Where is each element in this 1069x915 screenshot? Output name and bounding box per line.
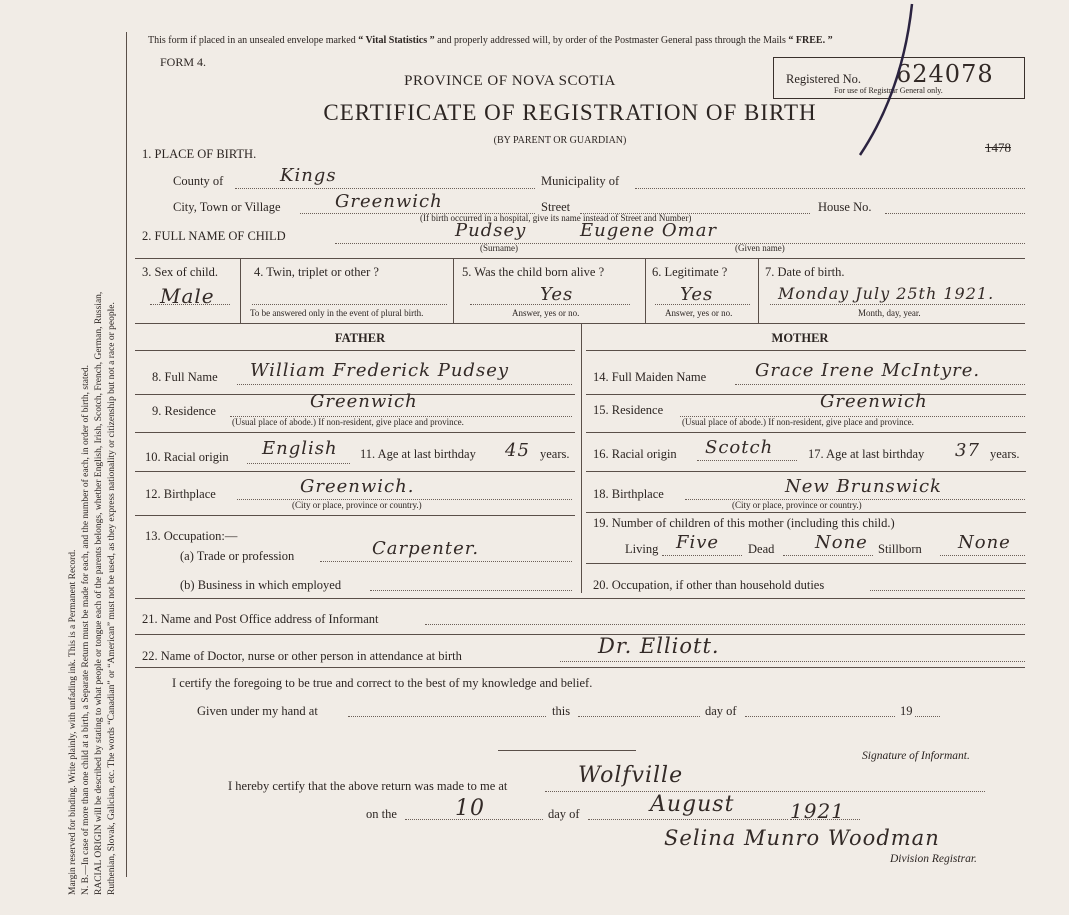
father-rule-2 (135, 432, 575, 433)
mother-residence-label: 15. Residence (593, 403, 664, 417)
informant-signature-rule (498, 750, 636, 751)
informant-signature-label: Signature of Informant. (862, 750, 970, 762)
notice-rest: and properly addressed will, by order of the Postmaster General pass through the Mails (437, 35, 786, 46)
twin-label: 4. Twin, triplet or other ? (254, 265, 379, 279)
mother-name-line (735, 384, 1025, 385)
mother-name-label: 14. Full Maiden Name (593, 370, 707, 384)
year-prefix-label: 19 (900, 704, 913, 718)
born-alive-value: Yes (540, 284, 574, 305)
form-number: FORM 4. (160, 55, 207, 69)
mother-rule-3 (586, 471, 1026, 472)
living-line (662, 555, 742, 556)
dead-line (783, 555, 873, 556)
house-no-label: House No. (818, 200, 872, 214)
father-occupation-label: 13. Occupation:— (145, 529, 238, 543)
father-name-value: William Frederick Pudsey (250, 360, 510, 381)
twin-note: To be answered only in the event of plural birth. (250, 308, 424, 318)
mother-rule-4 (586, 512, 1026, 513)
stillborn-line (940, 555, 1025, 556)
mother-children-label: 19. Number of children of this mother (including this child.) (593, 516, 895, 530)
father-residence-value: Greenwich (310, 391, 418, 412)
col-divider-2 (453, 258, 454, 323)
mother-birthplace-note: (City or place, province or country.) (732, 500, 862, 510)
certify-statement: I certify the foregoing to be true and correct to the best of my knowledge and belief. (172, 676, 593, 690)
place-of-birth-label: 1. PLACE OF BIRTH. (142, 147, 257, 161)
mother-heading-rule (586, 350, 1026, 351)
row-divider-informant (135, 634, 1025, 635)
day-of-line (745, 716, 895, 717)
child-given-name: Eugene Omar (580, 220, 718, 241)
living-label: Living (625, 542, 659, 556)
sex-line (150, 304, 230, 305)
legitimate-line (655, 304, 750, 305)
date-of-birth-line (770, 304, 1025, 305)
father-age-value: 45 (505, 440, 530, 461)
mother-racial-line (697, 460, 797, 461)
child-name-line (335, 243, 1025, 244)
mother-rule-5 (586, 563, 1026, 564)
margin-note-binding: Margin reserved for binding. Write plainly, with unfading ink. This is a Permanent Record. (68, 549, 78, 895)
on-the-label: on the (366, 807, 397, 821)
father-trade-value: Carpenter. (372, 538, 480, 559)
doctor-value: Dr. Elliott. (598, 634, 720, 658)
row-divider-parents (135, 323, 1025, 324)
father-business-line (370, 590, 572, 591)
given-under-label: Given under my hand at (197, 704, 318, 718)
given-place-line (348, 716, 546, 717)
legitimate-value: Yes (680, 284, 714, 305)
col-divider-4 (758, 258, 759, 323)
stillborn-value: None (958, 532, 1011, 553)
born-alive-label: 5. Was the child born alive ? (462, 265, 605, 279)
struck-number: 1478 (985, 140, 1011, 155)
father-name-line (237, 384, 572, 385)
father-trade-label: (a) Trade or profession (180, 549, 295, 563)
mother-occupation-label: 20. Occupation, if other than household duties (593, 578, 825, 592)
county-line (235, 188, 535, 189)
mother-age-value: 37 (955, 440, 980, 461)
city-value: Greenwich (335, 191, 443, 212)
pen-stroke-mark (840, 0, 920, 160)
county-value: Kings (280, 165, 337, 186)
registered-label: Registered No. (786, 72, 861, 86)
registrar-signature: Selina Munro Woodman (664, 826, 940, 850)
child-surname: Pudsey (455, 220, 527, 241)
born-alive-line (470, 304, 630, 305)
return-place-value: Wolfville (578, 763, 684, 788)
street-label: Street (541, 200, 571, 214)
return-day-value: 10 (455, 796, 485, 821)
father-residence-note: (Usual place of abode.) If non-resident, give place and province. (232, 417, 464, 427)
this-day-line (578, 716, 700, 717)
mother-residence-value: Greenwich (820, 391, 928, 412)
dead-label: Dead (748, 542, 775, 556)
registrar-title: Division Registrar. (890, 853, 977, 865)
mother-rule-2 (586, 432, 1026, 433)
certificate-title: CERTIFICATE OF REGISTRATION OF BIRTH (323, 100, 817, 125)
col-divider-1 (240, 258, 241, 323)
return-year-line (790, 819, 860, 820)
return-label: I hereby certify that the above return was made to me at (228, 779, 508, 793)
county-label: County of (173, 174, 224, 188)
mother-racial-value: Scotch (705, 437, 774, 458)
born-alive-note: Answer, yes or no. (512, 308, 580, 318)
father-years-label: years. (540, 447, 570, 461)
sex-label: 3. Sex of child. (142, 265, 219, 279)
registered-number: 624078 (896, 60, 994, 88)
year-line (915, 716, 940, 717)
return-year-value: 1921 (790, 799, 845, 823)
mother-racial-label: 16. Racial origin (593, 447, 677, 461)
city-label: City, Town or Village (173, 200, 281, 214)
mother-birthplace-value: New Brunswick (785, 476, 942, 497)
col-divider-3 (645, 258, 646, 323)
margin-note-racial-origin: RACIAL ORIGIN will be described by stating to what people or tongue each of the parents belongs, whether English, Irish, Scotch, French, German, Russian, (94, 291, 104, 895)
father-trade-line (320, 561, 572, 562)
twin-line (252, 304, 447, 305)
mother-years-label: years. (990, 447, 1020, 461)
return-month-value: August (650, 792, 735, 817)
notice-vital: “ Vital Statistics ” (358, 35, 435, 46)
parents-divider (581, 323, 582, 593)
surname-note: (Surname) (480, 243, 518, 253)
legitimate-label: 6. Legitimate ? (652, 265, 728, 279)
informant-label: 21. Name and Post Office address of Informant (142, 612, 379, 626)
municipality-label: Municipality of (541, 174, 620, 188)
hospital-note: (If birth occurred in a hospital, give its name instead of Street and Number) (420, 213, 692, 223)
child-name-label: 2. FULL NAME OF CHILD (142, 229, 286, 243)
date-of-birth-value: Monday July 25th 1921. (778, 284, 995, 303)
margin-note-multiple-births: N. B.—In case of more than one child at a birth, a Separate Return must be made for each, and the number of each, in order of birth, stated. (81, 365, 91, 895)
province-title: PROVINCE OF NOVA SCOTIA (404, 73, 616, 89)
mother-occupation-line (870, 590, 1025, 591)
mail-notice (148, 35, 833, 46)
return-day-of-label: day of (548, 807, 580, 821)
father-racial-label: 10. Racial origin (145, 450, 229, 464)
father-birthplace-value: Greenwich. (300, 476, 415, 497)
sex-value: Male (160, 284, 215, 308)
father-racial-line (247, 463, 350, 464)
given-name-note: (Given name) (735, 243, 785, 253)
father-heading-rule (135, 350, 575, 351)
municipality-line (635, 188, 1025, 189)
doctor-label: 22. Name of Doctor, nurse or other person in attendance at birth (142, 649, 462, 663)
informant-line (425, 624, 1025, 625)
mother-name-value: Grace Irene McIntyre. (755, 360, 981, 381)
mother-birthplace-label: 18. Birthplace (593, 487, 664, 501)
notice-free: “ FREE. ” (788, 35, 833, 46)
dead-value: None (815, 532, 868, 553)
father-racial-value: English (262, 438, 338, 459)
mother-residence-note: (Usual place of abode.) If non-resident, give place and province. (682, 417, 914, 427)
mother-rule-1 (586, 394, 1026, 395)
living-value: Five (676, 532, 720, 553)
return-place-line (545, 791, 985, 792)
father-residence-label: 9. Residence (152, 404, 216, 418)
mother-age-label: 17. Age at last birthday (808, 447, 925, 461)
row-divider-bottom (135, 598, 1025, 599)
father-birthplace-label: 12. Birthplace (145, 487, 216, 501)
mother-heading: MOTHER (771, 331, 829, 345)
certificate-subtitle: (BY PARENT OR GUARDIAN) (493, 135, 627, 146)
house-no-line (885, 213, 1025, 214)
doctor-line (560, 661, 1025, 662)
margin-note-racial-origin-cont: Ruthenian, Slovak, Galician, etc. The words “Canadian” or “American” must not be used, as they express nationality or citizenship but not a race or people. (107, 302, 117, 895)
father-age-label: 11. Age at last birthday (360, 447, 476, 461)
return-month-line (588, 819, 788, 820)
father-heading: FATHER (334, 331, 386, 345)
father-birthplace-note: (City or place, province or country.) (292, 500, 422, 510)
row-divider-top (135, 258, 1025, 259)
registrar-note: For use of Registrar General only. (834, 86, 943, 95)
father-name-label: 8. Full Name (152, 370, 218, 384)
notice-prefix: This form if placed in an unsealed envelope marked (148, 35, 356, 46)
father-rule-4 (135, 515, 575, 516)
stillborn-label: Stillborn (878, 542, 922, 556)
day-of-label: day of (705, 704, 737, 718)
father-business-label: (b) Business in which employed (180, 578, 342, 592)
this-label: this (552, 704, 571, 718)
margin-rule (126, 32, 127, 877)
date-of-birth-label: 7. Date of birth. (765, 265, 845, 279)
row-divider-doctor (135, 667, 1025, 668)
father-rule-3 (135, 471, 575, 472)
legitimate-note: Answer, yes or no. (665, 308, 733, 318)
date-note: Month, day, year. (858, 308, 921, 318)
